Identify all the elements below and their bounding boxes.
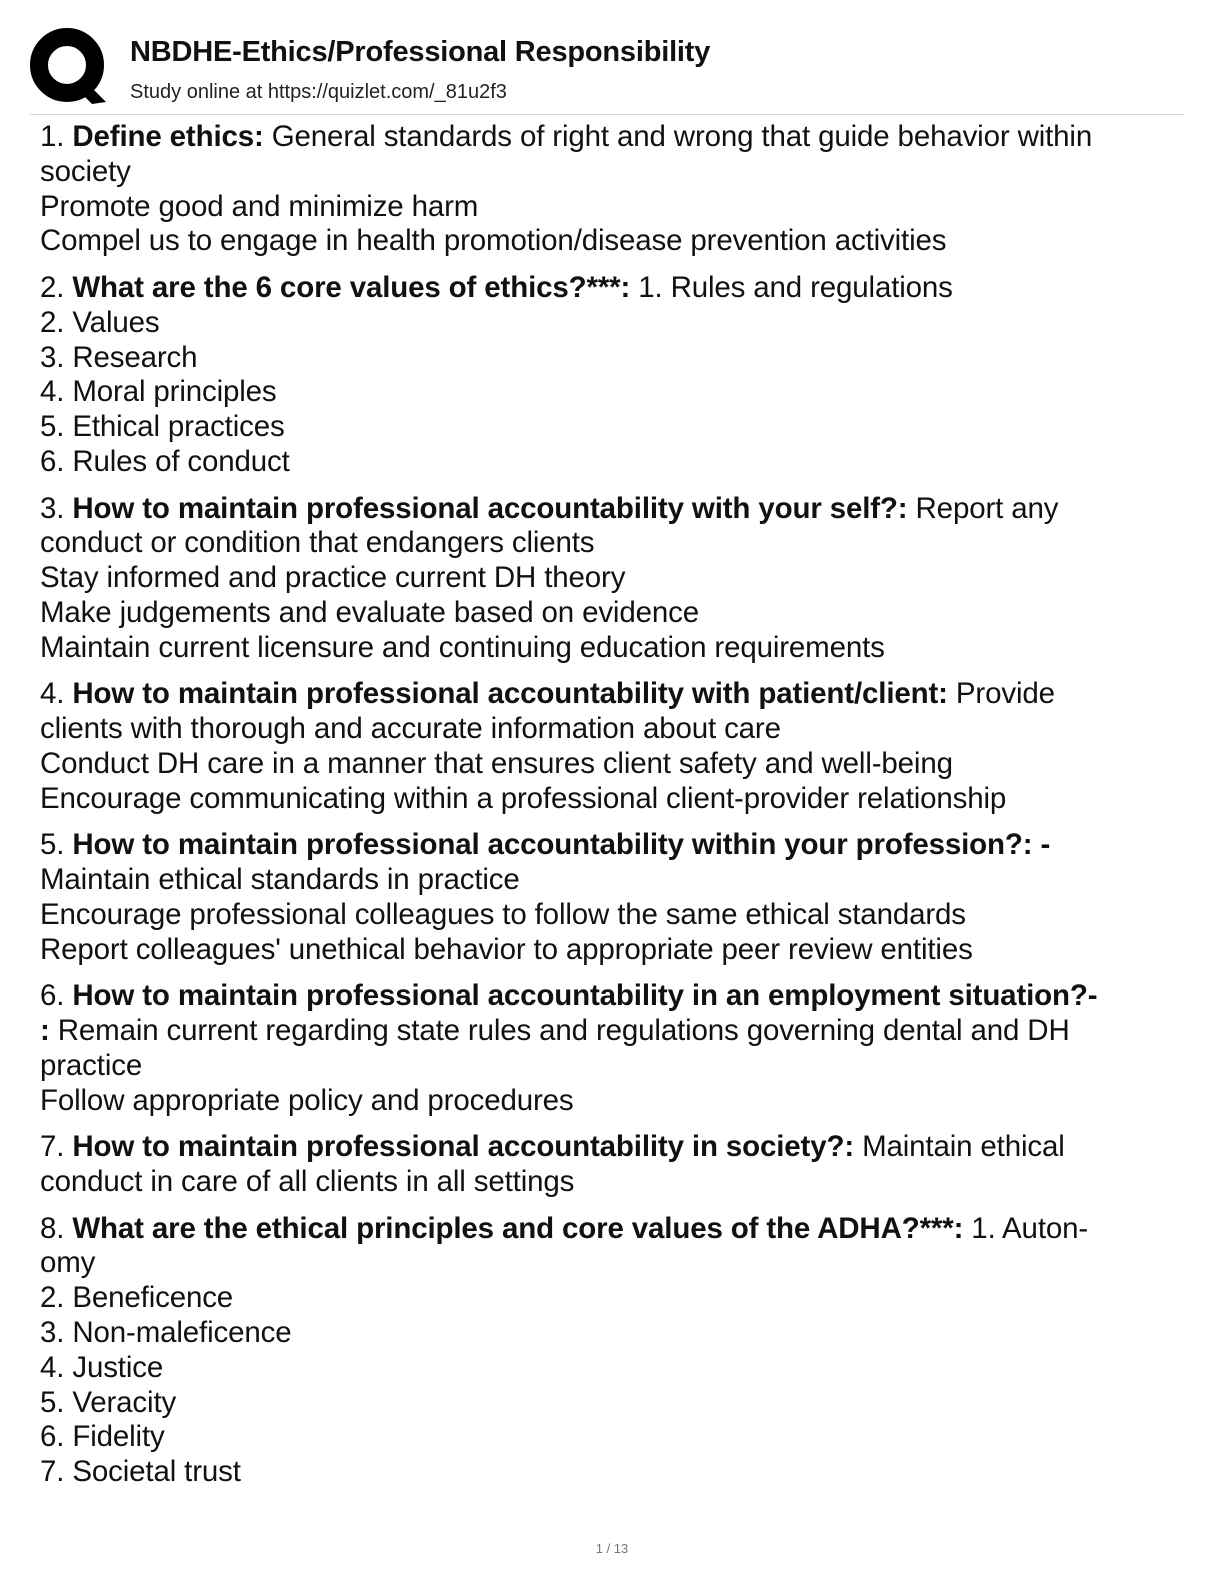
card-answer-line: Make judgements and evaluate based on evidence <box>40 595 699 629</box>
card-answer-line: Conduct DH care in a manner that ensures client safety and well-being <box>40 746 953 780</box>
flashcard-7 <box>40 1130 1184 1200</box>
study-online-link[interactable]: Study online at https://quizlet.com/_81u2f3 <box>130 81 507 103</box>
card-question: How to maintain professional accountability with your self?: <box>72 491 908 525</box>
flashcard-list <box>40 120 1184 1502</box>
card-question: How to maintain professional accountability in society?: <box>72 1130 855 1164</box>
card-answer-line: 5. Ethical practices <box>40 410 285 444</box>
flashcard-4 <box>40 677 1184 816</box>
card-question: Define ethics: <box>72 120 264 153</box>
card-answer-line: Follow appropriate policy and procedures <box>40 1083 574 1117</box>
card-answer: General standards of right and wrong that guide behavior within <box>263 120 1093 153</box>
card-answer-line: Encourage professional colleagues to follow the same ethical standards <box>40 897 966 931</box>
flashcard-5 <box>40 828 1184 967</box>
card-number: 3. <box>40 491 73 525</box>
card-first-line <box>40 1212 1184 1247</box>
card-first-line <box>40 677 1184 712</box>
card-number: 4. <box>40 677 73 711</box>
flashcard-8 <box>40 1212 1184 1490</box>
card-answer-line: 6. Rules of conduct <box>40 444 290 478</box>
card-answer: Report any <box>907 491 1059 525</box>
card-answer: Provide <box>947 677 1055 711</box>
page-header <box>30 28 1184 115</box>
card-answer-line: 2. Values <box>40 305 160 339</box>
flashcard-3 <box>40 492 1184 666</box>
card-answer-line: society <box>40 154 131 188</box>
flashcard-2 <box>40 271 1184 480</box>
card-answer-line: Promote good and minimize harm <box>40 189 479 223</box>
card-question-continued: : <box>40 1014 50 1048</box>
card-answer-line: conduct or condition that endangers clients <box>40 526 595 560</box>
card-answer-line: clients with thorough and accurate information about care <box>40 712 781 746</box>
card-answer: 1. Rules and regulations <box>630 270 953 304</box>
card-answer-line: Encourage communicating within a professional client-provider relationship <box>40 781 1007 815</box>
card-answer-line: conduct in care of all clients in all settings <box>40 1165 575 1199</box>
card-number: 5. <box>40 828 73 862</box>
card-answer-line: 6. Fidelity <box>40 1420 165 1454</box>
card-continued-line <box>40 1014 1184 1049</box>
card-answer-line: 3. Non-maleficence <box>40 1316 292 1350</box>
card-first-line <box>40 1130 1184 1165</box>
card-first-line <box>40 492 1184 527</box>
card-question: How to maintain professional accountability in an employment situation?- <box>72 979 1098 1013</box>
quizlet-q-logo-icon <box>30 28 108 106</box>
card-answer-line: 2. Beneficence <box>40 1281 234 1315</box>
card-answer-line: Report colleagues' unethical behavior to appropriate peer review entities <box>40 932 973 966</box>
card-number: 7. <box>40 1130 73 1164</box>
card-answer: Remain current regarding state rules and regulations governing dental and DH <box>49 1014 1070 1048</box>
card-answer-line: Compel us to engage in health promotion/disease prevention activities <box>40 224 947 258</box>
page-indicator: 1 / 13 <box>595 1541 629 1556</box>
card-answer-line: Maintain current licensure and continuing education requirements <box>40 630 885 664</box>
flashcard-1 <box>40 120 1184 259</box>
card-answer-line: Maintain ethical standards in practice <box>40 863 520 897</box>
card-answer: Maintain ethical <box>854 1130 1065 1164</box>
card-answer-line: 5. Veracity <box>40 1385 177 1419</box>
card-answer-line: 7. Societal trust <box>40 1455 241 1489</box>
document-title: NBDHE-Ethics/Professional Responsibility <box>130 36 711 68</box>
card-first-line <box>40 828 1184 863</box>
card-first-line <box>40 120 1184 155</box>
card-number: 1. <box>40 120 73 153</box>
card-question: What are the 6 core values of ethics?***: <box>72 270 631 304</box>
card-question: How to maintain professional accountability with patient/client: <box>72 677 948 711</box>
card-answer-line: 4. Moral principles <box>40 375 277 409</box>
card-answer-line: practice <box>40 1048 143 1082</box>
card-number: 2. <box>40 270 73 304</box>
card-question: What are the ethical principles and core values of the ADHA?***: <box>72 1211 964 1245</box>
card-first-line <box>40 979 1184 1014</box>
card-number: 8. <box>40 1211 73 1245</box>
card-first-line <box>40 271 1184 306</box>
flashcard-6 <box>40 979 1184 1118</box>
card-answer-line: 4. Justice <box>40 1350 164 1384</box>
card-answer-line: omy <box>40 1246 96 1280</box>
card-question: How to maintain professional accountability within your profession?: - <box>72 828 1051 862</box>
card-answer-line: Stay informed and practice current DH theory <box>40 561 626 595</box>
card-answer-line: 3. Research <box>40 340 198 374</box>
card-number: 6. <box>40 979 73 1013</box>
card-answer: 1. Auton- <box>963 1211 1089 1245</box>
